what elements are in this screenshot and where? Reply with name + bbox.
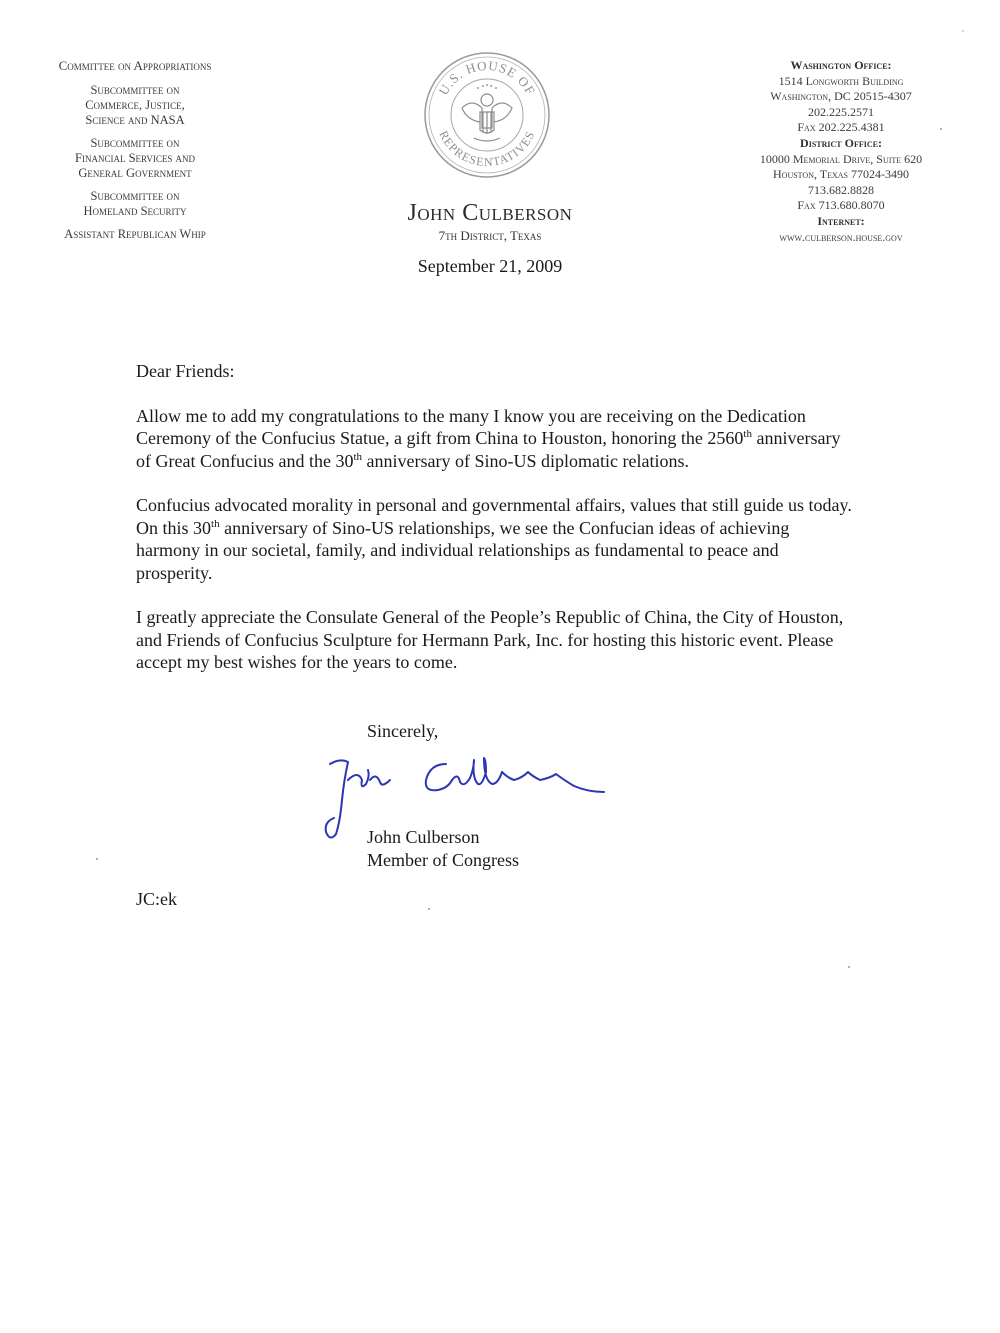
paragraph-1-text: anniversary of Sino-US diplomatic relations. <box>362 450 689 471</box>
scan-speck <box>940 128 942 130</box>
salutation: Dear Friends: <box>136 361 235 381</box>
district-line: Houston, Texas 77024-3490 <box>773 167 909 182</box>
subcommittee-line: Financial Services and <box>75 151 195 165</box>
subcommittee-homeland <box>20 189 250 219</box>
subcommittee-commerce <box>20 83 250 128</box>
internet-url: www.culberson.house.gov <box>779 229 903 244</box>
subcommittee-financial <box>20 136 250 181</box>
paragraph-2-text: anniversary of Sino-US relationships, we see the Confucian ideas of achieving harmony in our societal, family, and individual relationships as fundamental to peace and prosperity. <box>136 517 790 583</box>
subcommittee-line: General Government <box>78 166 192 180</box>
committee-appropriations: Committee on Appropriations <box>58 58 212 73</box>
seal-top-text: U.S. HOUSE OF <box>435 57 539 98</box>
washington-fax: Fax 202.225.4381 <box>797 120 885 135</box>
internet-label: Internet: <box>817 213 865 228</box>
subcommittee-line: Homeland Security <box>83 204 187 218</box>
typist-initials: JC:ek <box>136 889 178 909</box>
letter-date: September 21, 2009 <box>417 256 563 276</box>
scan-speck <box>428 908 430 910</box>
subcommittee-line: Subcommittee on <box>90 189 180 203</box>
representative-name: John Culberson <box>407 200 573 226</box>
district-line: 10000 Memorial Drive, Suite 620 <box>759 151 923 166</box>
committee-list <box>20 58 250 250</box>
district-office-label: District Office: <box>800 135 882 150</box>
scan-speck <box>962 30 964 32</box>
assistant-whip: Assistant Republican Whip <box>64 227 206 241</box>
district-fax: Fax 713.680.8070 <box>797 198 885 213</box>
subcommittee-line: Subcommittee on <box>90 136 180 150</box>
seal-bottom-text: REPRESENTATIVES <box>436 128 538 170</box>
washington-phone: 202.225.2571 <box>808 104 874 119</box>
subcommittee-line: Commerce, Justice, <box>85 98 185 112</box>
washington-line: 1514 Longworth Building <box>778 73 904 88</box>
subcommittee-line: Science and NASA <box>85 113 185 127</box>
representative-district: 7th District, Texas <box>438 228 542 243</box>
ordinal-suffix: th <box>211 517 220 530</box>
paragraph-2 <box>136 494 856 584</box>
office-contacts <box>722 58 960 245</box>
ordinal-suffix: th <box>743 428 752 440</box>
paragraph-3: I greatly appreciate the Consulate General of the People’s Republic of China, the City of Houston, and Friends of Confucius Sculpture for Hermann Park, Inc. for hosting this historic event. Please accept my best wishes for the years to come. <box>136 607 844 672</box>
district-phone: 713.682.8828 <box>808 182 874 197</box>
paragraph-1 <box>136 405 856 473</box>
scan-speck <box>848 966 850 968</box>
paragraph-2-text: Confucius advocated morality in personal and governmental affairs, values that still guide us today. On this 30 <box>136 495 852 538</box>
closing: Sincerely, <box>367 721 439 741</box>
ordinal-suffix: th <box>353 450 363 463</box>
svg-text:REPRESENTATIVES <box>436 128 537 169</box>
scan-speck <box>96 858 98 860</box>
subcommittee-line: Subcommittee on <box>90 83 180 97</box>
signer-name: John Culberson <box>367 827 480 847</box>
signer-block <box>367 826 519 872</box>
washington-line: Washington, DC 20515-4307 <box>770 89 912 104</box>
letter-body <box>136 360 856 696</box>
washington-office-label: Washington Office: <box>790 58 892 72</box>
house-seal-icon <box>422 50 552 180</box>
signer-title: Member of Congress <box>367 850 519 870</box>
paragraph-1-text: anniversary of Great Confucius and the 30 <box>136 428 841 471</box>
paragraph-1-text: Allow me to add my congratulations to the many I know you are receiving on the Dedication Ceremony of the Confucius Statue, a gift from China to Houston, honoring the 2560 <box>136 405 806 448</box>
